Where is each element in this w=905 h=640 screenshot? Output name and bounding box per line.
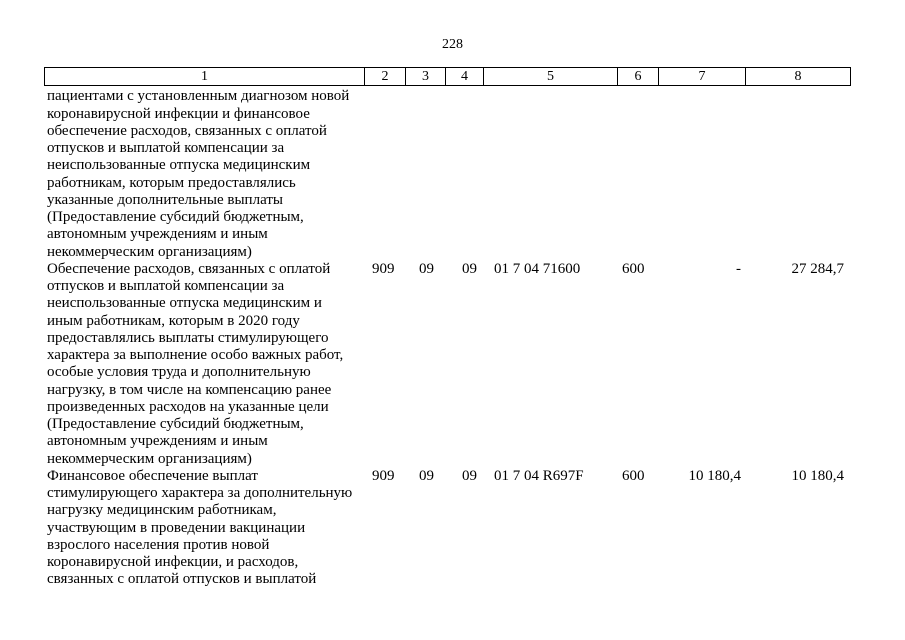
table-header-row [44,67,851,86]
description-line: отпусков и выплатой компенсации за [47,140,285,157]
description-cell [44,468,364,589]
description-line: автономным учреждениям и иным [47,226,268,243]
description-line: участвующим в проведении вакцинации [47,519,306,536]
column-header-4: 4 [446,68,484,85]
amount-cell-7: - [736,260,741,277]
description-line: нагрузку, в том числе на компенсацию ранее [47,381,332,398]
cell-empty [658,88,745,261]
ministry-code-cell: 909 [372,467,395,484]
cell-empty [405,88,445,261]
description-line: работникам, которым предоставлялись [47,174,296,191]
description-line: Обеспечение расходов, связанных с оплатой [47,260,331,277]
target-article-cell: 01 7 04 71600 [494,260,581,277]
amount-cell-7: 10 180,4 [688,467,741,484]
description-line: неиспользованные отпуска медицинским и [47,295,322,312]
column-header-3: 3 [406,68,446,85]
amount-cell-8: 10 180,4 [791,467,844,484]
description-line: (Предоставление субсидий бюджетным, [47,209,304,226]
description-line: особые условия труда и дополнительную [47,364,311,381]
description-line: нагрузку медицинским работникам, [47,502,277,519]
column-header-1: 1 [45,68,365,85]
expense-type-cell: 600 [622,467,645,484]
description-line: коронавирусной инфекции, и расходов, [47,554,299,571]
cell-empty [617,88,658,261]
description-line: обеспечение расходов, связанных с оплатой [47,122,327,139]
description-cell [44,88,364,261]
description-line: пациентами с установленным диагнозом новой [47,88,350,105]
description-line: автономным учреждениям и иным [47,433,268,450]
table-row [44,88,850,261]
cell-empty [483,88,617,261]
target-article-cell: 01 7 04 R697F [494,467,584,484]
column-header-8: 8 [746,68,851,85]
description-line: произведенных расходов на указанные цели [47,398,329,415]
description-line: указанные дополнительные выплаты [47,191,283,208]
cell-empty [364,88,405,261]
page-number: 228 [442,37,463,52]
description-line: связанных с оплатой отпусков и выплатой [47,571,317,588]
description-cell [44,261,364,468]
column-header-5: 5 [484,68,618,85]
description-line: Финансовое обеспечение выплат [47,467,258,484]
cell-empty [745,88,850,261]
column-header-2: 2 [365,68,406,85]
section-code-cell: 09 [419,467,434,484]
description-line: стимулирующего характера за дополнительную [47,485,353,502]
description-line: некоммерческим организациям) [47,450,252,467]
description-line: отпусков и выплатой компенсации за [47,278,285,295]
description-line: взрослого населения против новой [47,536,270,553]
table-row [44,261,850,468]
amount-cell-8: 27 284,7 [791,260,844,277]
table-row [44,468,850,589]
column-header-6: 6 [618,68,659,85]
description-line: (Предоставление субсидий бюджетным, [47,416,304,433]
table-body [44,88,850,588]
cell-empty [445,88,483,261]
subsection-code-cell: 09 [462,260,477,277]
section-code-cell: 09 [419,260,434,277]
description-line: иным работникам, которым в 2020 году [47,312,300,329]
subsection-code-cell: 09 [462,467,477,484]
description-line: предоставлялись выплаты стимулирующего [47,329,329,346]
column-header-7: 7 [659,68,746,85]
ministry-code-cell: 909 [372,260,395,277]
description-line: характера за выполнение особо важных работ, [47,347,344,364]
expense-type-cell: 600 [622,260,645,277]
description-line: коронавирусной инфекции и финансовое [47,105,310,122]
description-line: некоммерческим организациям) [47,243,252,260]
budget-table [44,67,851,588]
description-line: неиспользованные отпуска медицинским [47,157,311,174]
